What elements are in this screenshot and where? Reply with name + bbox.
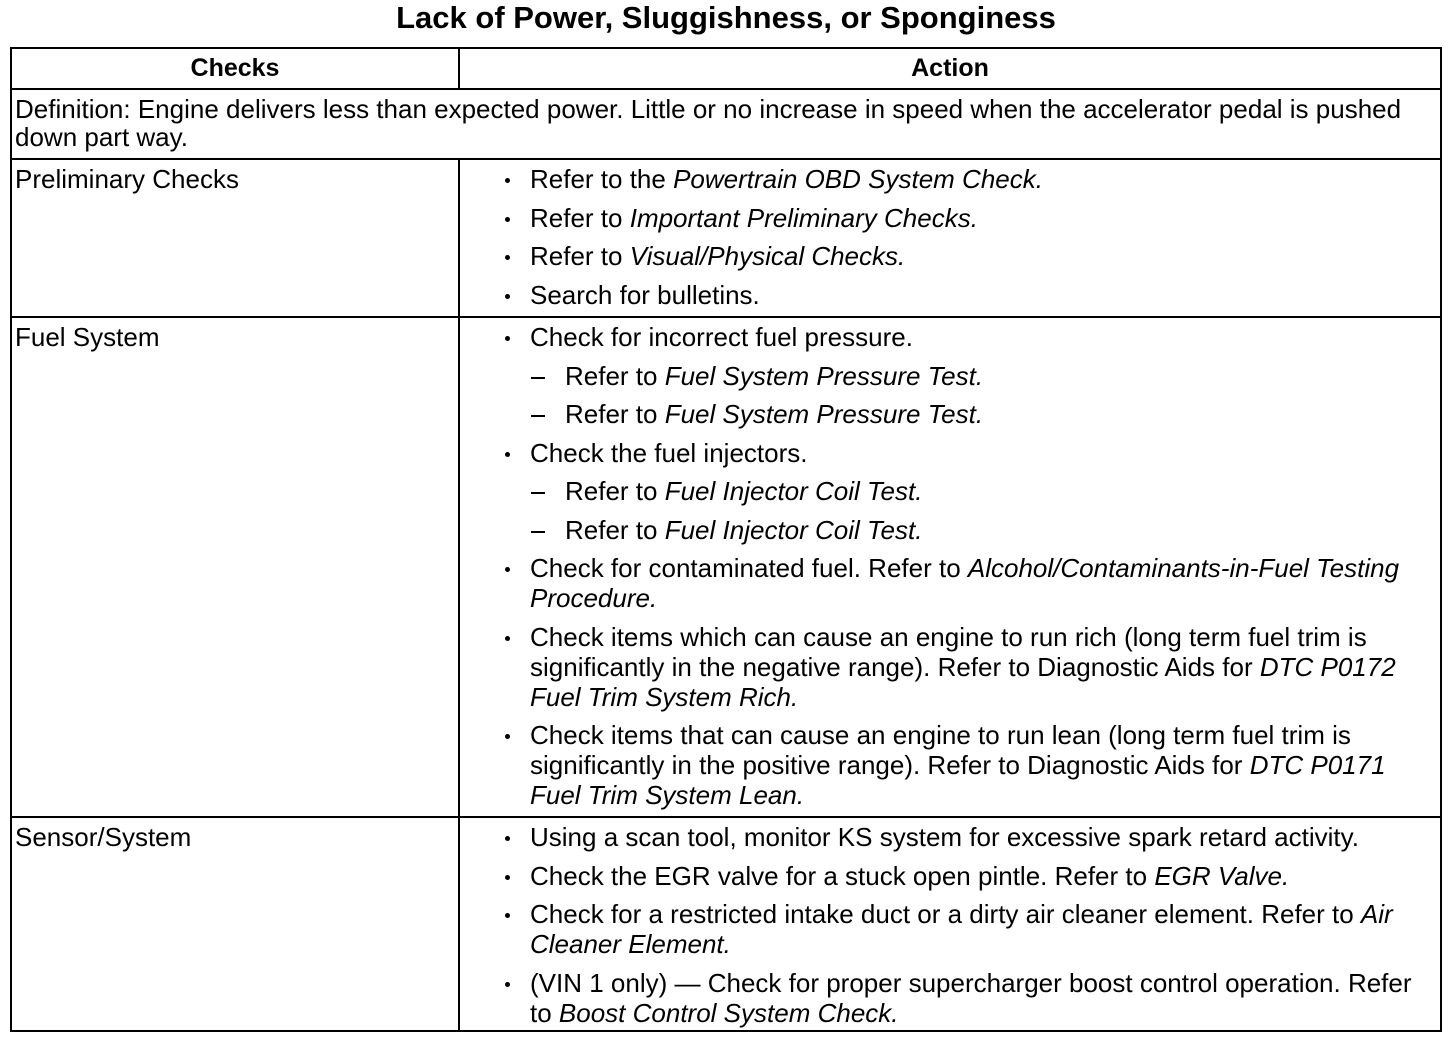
bullet-marker [505, 836, 510, 841]
dash-marker [531, 415, 545, 417]
bullet-marker [505, 875, 510, 880]
action-text [530, 438, 1420, 468]
check-cell: Sensor/System [12, 818, 460, 1030]
bullet-marker [505, 178, 510, 183]
bullet-marker [505, 734, 510, 739]
action-text [530, 968, 1420, 1028]
action-text [530, 241, 1420, 271]
check-cell: Fuel System [12, 318, 460, 816]
procedure-reference: Air Cleaner Element. [530, 899, 1393, 959]
action-item [530, 322, 1420, 429]
action-cell [460, 160, 1440, 316]
action-cell [460, 818, 1440, 1030]
action-column-header: Action [911, 54, 989, 82]
checks-column-header: Checks [12, 49, 460, 88]
sub-action-text [565, 361, 1420, 391]
action-instruction: Check the EGR valve for a stuck open pintle. Refer to [530, 860, 1155, 891]
dash-marker [531, 531, 545, 533]
bullet-marker [505, 217, 510, 222]
action-item [530, 280, 1420, 310]
bullet-marker [505, 913, 510, 918]
action-instruction: Check the fuel injectors. [530, 437, 808, 468]
action-item [530, 899, 1420, 959]
action-instruction: Check for contaminated fuel. Refer to [530, 553, 968, 583]
dash-marker [531, 492, 545, 494]
definition-row [12, 88, 1440, 158]
action-instruction: Refer to [530, 241, 630, 271]
check-cell: Preliminary Checks [12, 160, 460, 316]
procedure-reference: Powertrain OBD System Check. [673, 164, 1043, 194]
table-row-fuel-system [12, 316, 1440, 816]
procedure-reference: Fuel Injector Coil Test. [664, 476, 923, 506]
action-instruction: Check items which can cause an engine to run rich (long term fuel trim is significantly in the negative range). Refer to Diagnostic Aids for [530, 621, 1367, 682]
action-item [530, 822, 1420, 852]
action-text [530, 553, 1420, 613]
procedure-reference: DTC P0171 Fuel Trim System Lean. [530, 750, 1386, 810]
definition-text: Definition: Engine delivers less than expected power. Little or no increase in speed when the accelerator pedal is pushed down part way. [15, 94, 1402, 152]
action-item [530, 968, 1420, 1028]
sub-action-item [565, 476, 1420, 506]
sub-action-item [565, 515, 1420, 545]
action-text [530, 899, 1420, 959]
procedure-reference: EGR Valve. [1154, 860, 1290, 891]
sub-action-text [565, 476, 1420, 506]
procedure-reference: Boost Control System Check. [558, 997, 899, 1028]
dash-marker [531, 377, 545, 379]
diagnosis-table [10, 47, 1442, 1032]
procedure-reference: Important Preliminary Checks. [629, 202, 978, 233]
sub-action-text [565, 515, 1420, 545]
action-text [530, 164, 1420, 194]
sub-action-item [565, 399, 1420, 429]
action-instruction: Refer to [565, 476, 665, 506]
action-item [530, 164, 1420, 194]
action-item [530, 720, 1420, 810]
procedure-reference: DTC P0172 Fuel Trim System Rich. [530, 651, 1396, 712]
action-instruction: Refer to [565, 399, 665, 429]
action-text [530, 280, 1420, 310]
action-item [530, 622, 1420, 712]
action-item [530, 553, 1420, 613]
action-text [530, 322, 1420, 352]
action-instruction: Refer to [530, 202, 630, 233]
action-instruction: Refer to [565, 514, 665, 545]
table-row-sensor-system [12, 816, 1440, 1030]
action-instruction: (VIN 1 only) — Check for proper supercharger boost control operation. Refer to [530, 967, 1412, 1028]
bullet-marker [505, 636, 510, 641]
action-text [530, 861, 1420, 891]
procedure-reference: Fuel System Pressure Test. [664, 399, 984, 429]
procedure-reference: Fuel Injector Coil Test. [664, 514, 923, 545]
action-item [530, 241, 1420, 271]
action-instruction: Check items that can cause an engine to run lean (long term fuel trim is significantly in the positive range). Refer to Diagnostic Aids for [530, 720, 1351, 780]
procedure-reference: Visual/Physical Checks. [629, 241, 906, 271]
action-instruction: Using a scan tool, monitor KS system for excessive spark retard activity. [530, 822, 1359, 852]
page-title: Lack of Power, Sluggishness, or Sponginess [396, 0, 1056, 35]
action-instruction: Check for a restricted intake duct or a dirty air cleaner element. Refer to [530, 899, 1361, 929]
action-instruction: Refer to the [530, 164, 674, 194]
bullet-marker [505, 567, 510, 572]
action-item [530, 861, 1420, 891]
bullet-marker [505, 452, 510, 457]
bullet-marker [505, 294, 510, 299]
action-instruction: Refer to [565, 360, 665, 391]
bullet-marker [505, 982, 510, 987]
sub-action-item [565, 361, 1420, 391]
table-header-row [12, 49, 1440, 88]
procedure-reference: Fuel System Pressure Test. [664, 360, 984, 391]
action-instruction: Check for incorrect fuel pressure. [530, 322, 913, 352]
action-item [530, 203, 1420, 233]
action-instruction: Search for bulletins. [530, 279, 760, 310]
procedure-reference: Alcohol/Contaminants-in-Fuel Testing Procedure. [530, 553, 1400, 613]
action-text [530, 822, 1420, 852]
action-text [530, 720, 1420, 810]
action-item [530, 438, 1420, 545]
bullet-marker [505, 336, 510, 341]
action-text [530, 203, 1420, 233]
table-row-preliminary-checks [12, 158, 1440, 316]
action-text [530, 622, 1420, 712]
bullet-marker [505, 255, 510, 260]
sub-action-text [565, 399, 1420, 429]
action-cell [460, 318, 1440, 816]
